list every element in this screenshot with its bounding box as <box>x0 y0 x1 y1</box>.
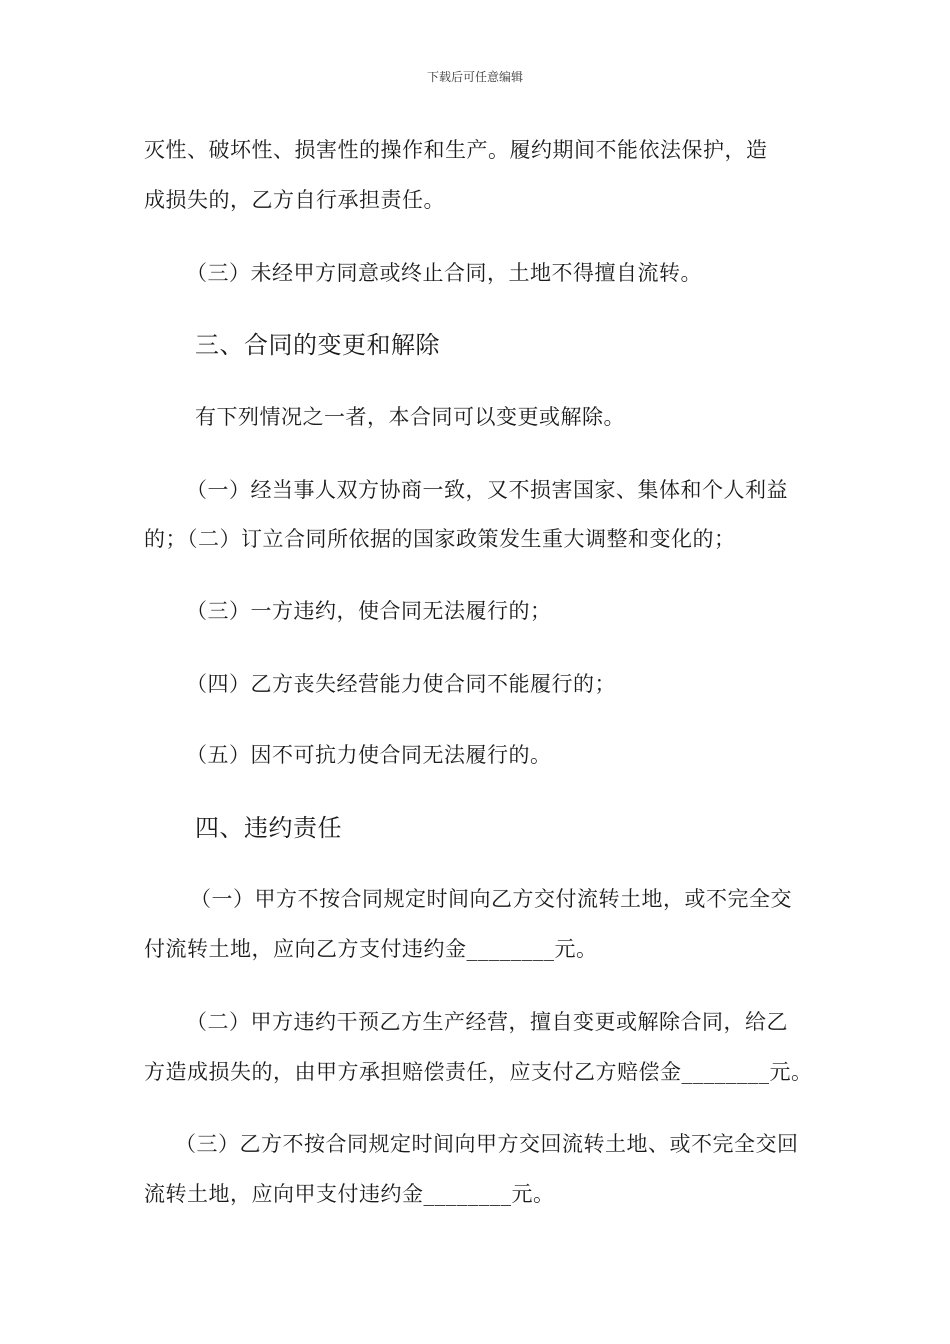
clause-line: （二）甲方违约干预乙方生产经营，擅自变更或解除合同，给乙 <box>186 1010 788 1034</box>
body-line: 的；（二）订立合同所依据的国家政策发生重大调整和变化的； <box>144 527 736 551</box>
clause-line: （三）一方违约，使合同无法履行的； <box>186 599 552 623</box>
section-heading: 三、合同的变更和解除 <box>195 331 440 359</box>
clause-line: （一）甲方不按合同规定时间向乙方交付流转土地，或不完全交 <box>190 887 792 911</box>
page-header: 下载后可任意编辑 <box>426 70 523 84</box>
body-line: 有下列情况之一者，本合同可以变更或解除。 <box>195 405 625 429</box>
clause-line: （三）乙方不按合同规定时间向甲方交回流转土地、或不完全交回 <box>175 1132 799 1156</box>
body-line: 灭性、破坏性、损害性的操作和生产。履约期间不能依法保护，造 <box>144 138 768 162</box>
body-line: 成损失的，乙方自行承担责任。 <box>144 188 445 212</box>
section-heading: 四、违约责任 <box>195 814 342 842</box>
clause-line: （四）乙方丧失经营能力使合同不能履行的； <box>186 672 616 696</box>
clause-line: （一）经当事人双方协商一致，又不损害国家、集体和个人利益 <box>186 478 788 502</box>
body-line: 流转土地，应向甲支付违约金________元。 <box>144 1182 555 1206</box>
body-line: 付流转土地，应向乙方支付违约金________元。 <box>144 937 598 961</box>
body-line: 方造成损失的，由甲方承担赔偿责任，应支付乙方赔偿金________元。 <box>144 1060 813 1084</box>
clause-line: （三）未经甲方同意或终止合同，土地不得擅自流转。 <box>186 261 702 285</box>
clause-line: （五）因不可抗力使合同无法履行的。 <box>186 743 552 767</box>
